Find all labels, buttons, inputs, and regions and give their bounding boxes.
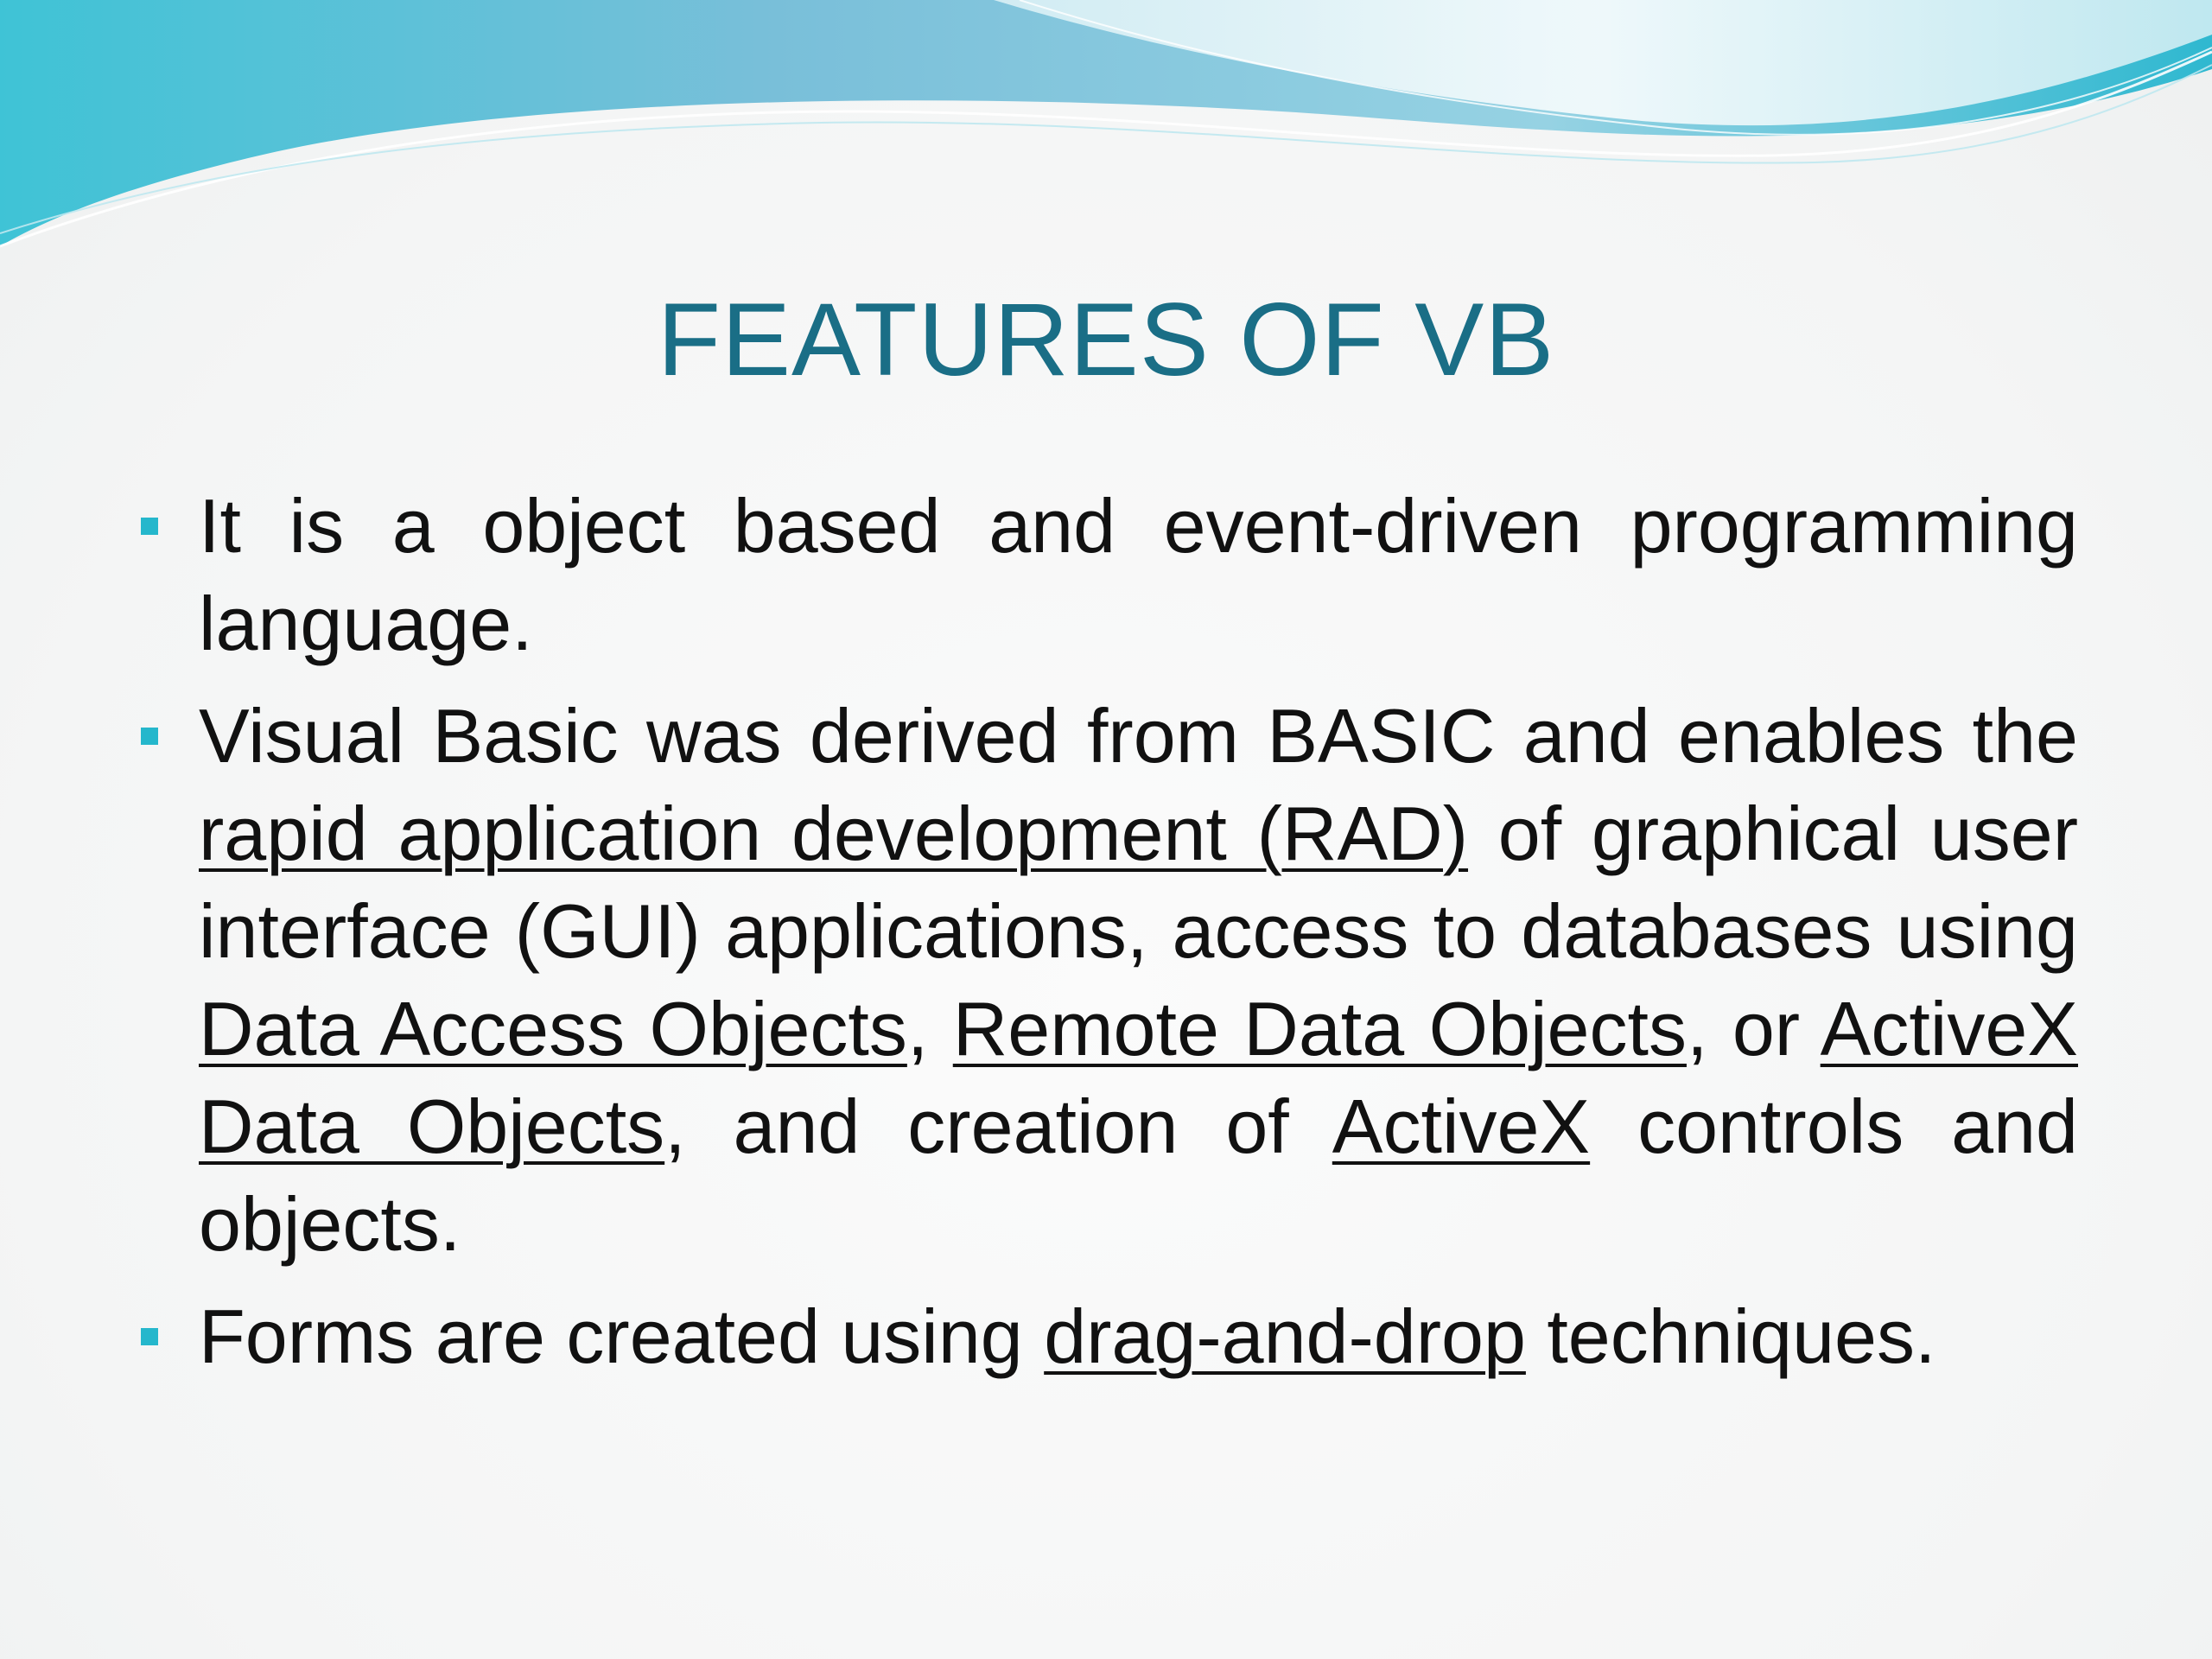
square-bullet-icon (141, 1328, 158, 1345)
square-bullet-icon (141, 728, 158, 745)
bullet-text: It is a object based and event-driven programming language. (199, 483, 2078, 666)
bullet-item (138, 1287, 2078, 1385)
bullet-text: of graphical user interface (GUI) applications, access to databases using (199, 791, 2078, 974)
bullet-text: , or (1686, 986, 1821, 1071)
link-activex[interactable]: ActiveX (1332, 1084, 1591, 1169)
link-activex-data-objects[interactable]: ActiveX Data Objects (199, 986, 2078, 1169)
header-wave-decoration (0, 0, 2212, 276)
link-drag-and-drop[interactable]: drag-and-drop (1044, 1294, 1526, 1379)
bullet-list (138, 477, 2078, 1400)
bullet-item (138, 687, 2078, 1273)
bullet-text: Forms are created using (199, 1294, 1045, 1379)
bullet-text: techniques. (1525, 1294, 1936, 1379)
link-rapid-application-development[interactable]: rapid application development (RAD) (199, 791, 1469, 876)
bullet-text: controls and objects. (199, 1084, 2078, 1267)
bullet-text: , and creation of (664, 1084, 1332, 1169)
slide-title: FEATURES OF VB (657, 282, 1555, 397)
square-bullet-icon (141, 518, 158, 535)
bullet-text: Visual Basic was derived from BASIC and enables the (199, 693, 2078, 779)
link-data-access-objects[interactable]: Data Access Objects (199, 986, 907, 1071)
bullet-item (138, 477, 2078, 672)
link-remote-data-objects[interactable]: Remote Data Objects (952, 986, 1687, 1071)
bullet-text: , (906, 986, 953, 1071)
